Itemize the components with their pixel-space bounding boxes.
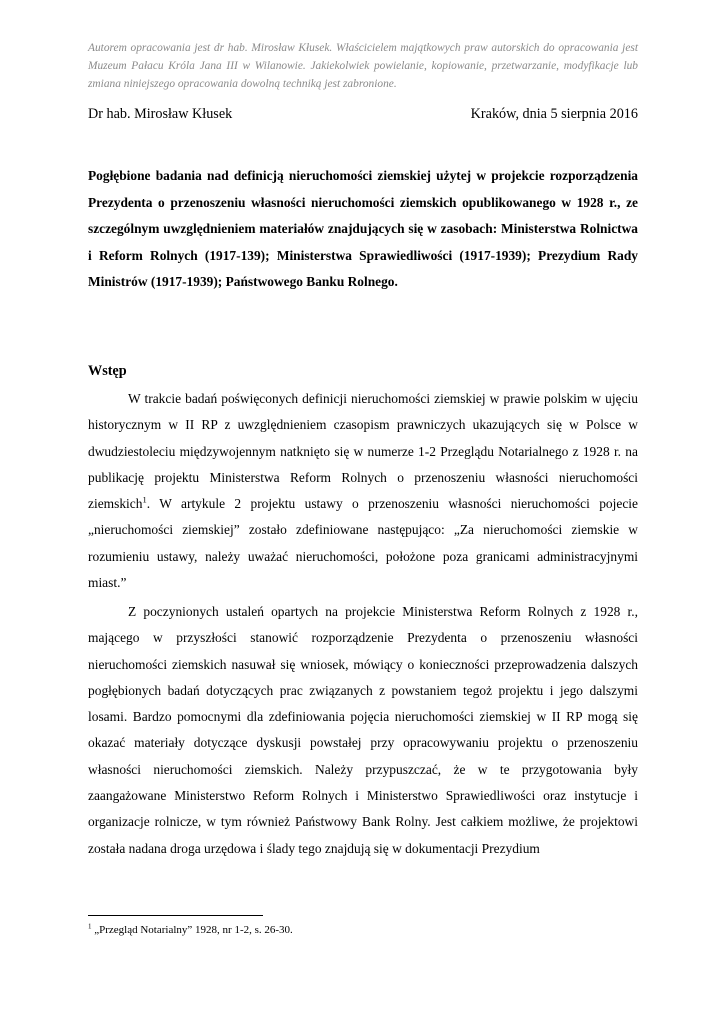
paragraph-2: Z poczynionych ustaleń opartych na projekcie Ministerstwa Reform Rolnych z 1928 r., mającego w przyszłości stanowić rozporządzenie Prezydenta o przenoszeniu własności nieruchomości ziemskich nasuwał się wniosek, mówiący o konieczności przeprowadzenia dalszych pogłębionych badań dotyczących prac związanych z powstaniem tegoż projektu i jego dalszymi losami. Bardzo pomocnymi dla zdefiniowania pojęcia nieruchomości ziemskiej w II RP mogą się okazać materiały dotyczące dyskusji powstałej przy opracowywaniu projektu o przenoszeniu własności nieruchomości ziemskich. Należy przypuszczać, że w te przygotowania były zaangażowane Ministerstwo Reform Rolnych i Ministerstwo Sprawiedliwości oraz instytucje i organizacje rolnicze, w tym również Państwowy Bank Rolny. Jest całkiem możliwe, że projektowi została nadana droga urzędowa i ślady tego znajdują się w dokumentacji Prezydium: [88, 604, 638, 856]
footnote: [88, 922, 293, 938]
paragraph-1-continuation: . W artykule 2 projektu ustawy o przenoszeniu własności nieruchomości pojecie „nieruchomości ziemskiej” zostało zdefiniowane następująco: „Za nieruchomości ziemskie w rozumieniu ustawy, należy uważać nieruchomości, położone poza granicami administracyjnymi miast.”: [88, 496, 638, 591]
footnote-reference[interactable]: 1: [142, 494, 147, 505]
document-header: [88, 103, 638, 125]
author-name: Dr hab. Mirosław Kłusek: [88, 106, 233, 122]
footnote-separator: [88, 915, 263, 916]
paragraph-1-text: W trakcie badań poświęconych definicji nieruchomości ziemskiej w prawie polskim w ujęciu historycznym w II RP z uwzględnieniem czasopism prawniczych ukazujących się w Polsce w dwudziestoleciu międzywojennym natknięto się w numerze 1-2 Przeglądu Notarialnego z 1928 r. na publikację projektu Ministerstwa Reform Rolnych o przenoszeniu własności nieruchomości ziemskich: [88, 391, 638, 512]
footnote-marker: 1: [88, 922, 92, 931]
document-page: [88, 0, 638, 1024]
document-title: Pogłębione badania nad definicją nieruchomości ziemskiej użytej w projekcie rozporządzenia Prezydenta o przenoszeniu własności nieruchomości ziemskich opublikowanego w 1928 r., ze szczególnym uwzględnieniem materiałów znajdujących się w zasobach: Ministerstwa Rolnictwa i Reform Rolnych (1917-139); Ministerstwa Sprawiedliwości (1917-1939); Prezydium Rady Ministrów (1917-1939); Państwowego Banku Rolnego.: [88, 168, 638, 290]
footnote-text: „Przegląd Notarialny” 1928, nr 1-2, s. 26-30.: [91, 924, 293, 936]
place-and-date: Kraków, dnia 5 sierpnia 2016: [470, 106, 638, 122]
section-heading: Wstęp: [88, 363, 127, 379]
copyright-disclaimer: Autorem opracowania jest dr hab. Mirosław Kłusek. Właścicielem majątkowych praw autorskich do opracowania jest Muzeum Pałacu Króla Jana III w Wilanowie. Jakiekolwiek powielanie, kopiowanie, przetwarzanie, modyfikacje lub zmiana niniejszego opracowania dowolną techniką jest zabronione.: [88, 42, 638, 90]
paragraph-1: [88, 386, 638, 596]
